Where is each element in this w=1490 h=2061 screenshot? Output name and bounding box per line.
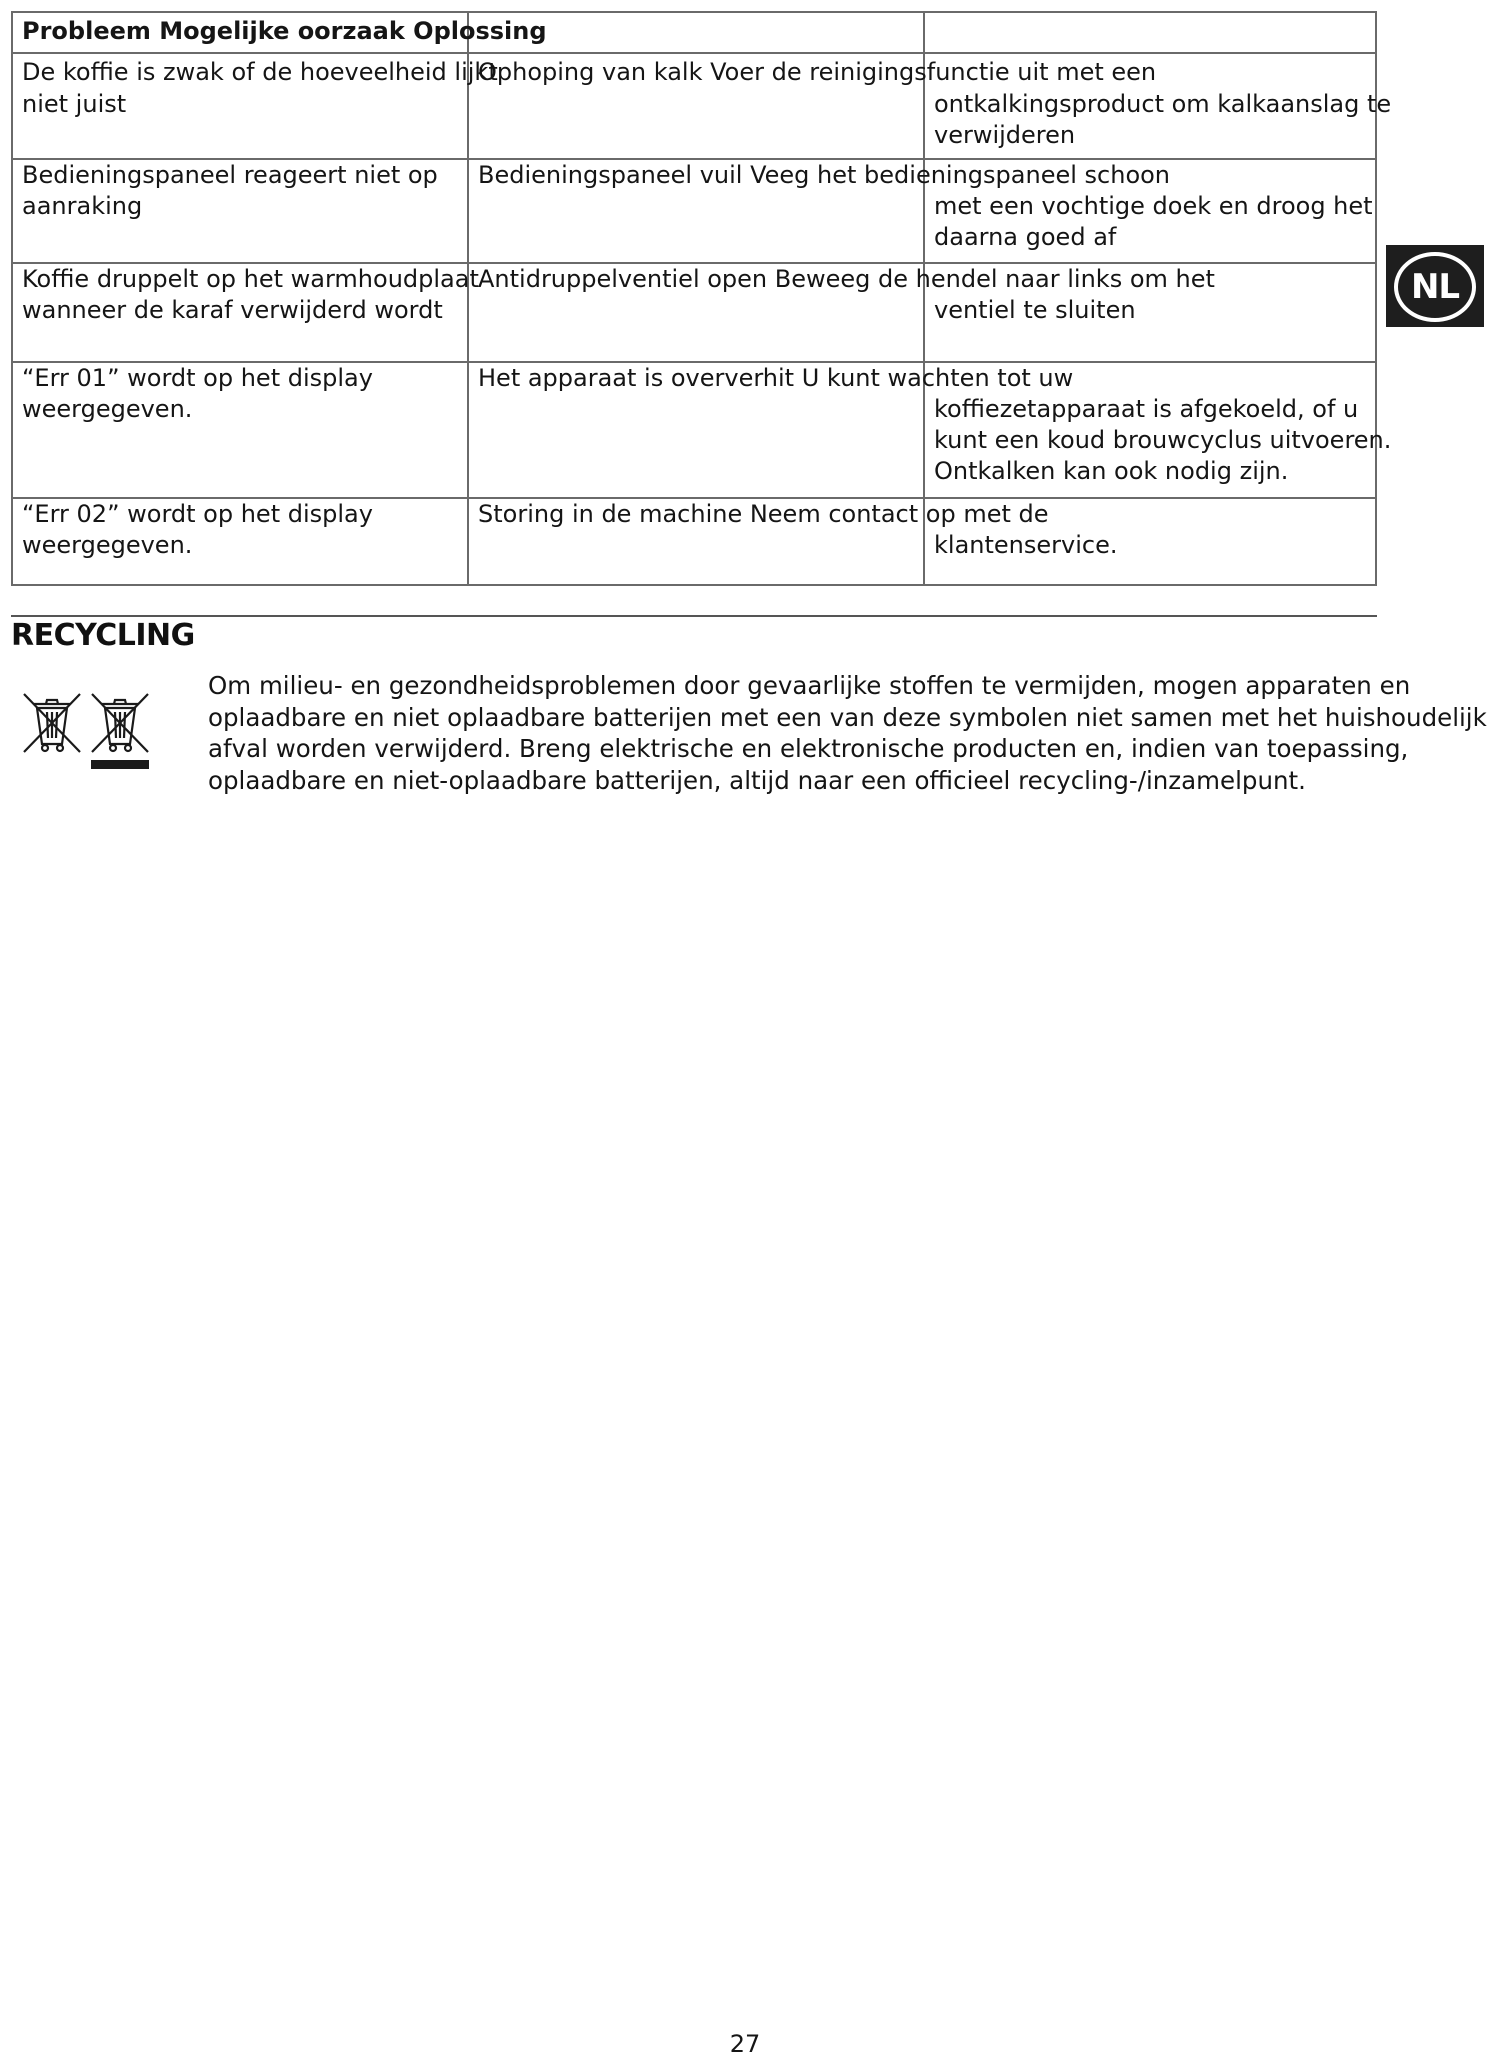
solution-line: ontkalkingsproduct om kalkaanslag te [934, 90, 1392, 118]
language-label: NL [1394, 252, 1476, 322]
problem-line: weergegeven. [22, 531, 193, 559]
recycling-text [208, 670, 1487, 796]
problem-line: “Err 01” wordt op het display [22, 364, 373, 392]
solution-line: verwijderen [934, 121, 1076, 149]
recycling-text-line: Om milieu- en gezondheidsproblemen door gevaarlijke stoffen te vermijden, mogen apparaten en [208, 671, 1411, 700]
problem-line: De koffie is zwak of de hoeveelheid lijkt [22, 58, 498, 86]
page-number: 27 [729, 2030, 761, 2058]
solution-line: daarna goed af [934, 223, 1117, 251]
recycling-title: RECYCLING [11, 618, 195, 653]
cause-solution-line: Antidruppelventiel open Beweeg de hendel naar links om het [478, 265, 1215, 293]
cause-solution-line: Ophoping van kalk Voer de reinigingsfunctie uit met een [478, 58, 1157, 86]
recycling-text-line: afval worden verwijderd. Breng elektrische en elektronische producten en, indien van toepassing, [208, 734, 1409, 763]
solution-line: kunt een koud brouwcyclus uitvoeren. [934, 426, 1392, 454]
problem-line: aanraking [22, 192, 143, 220]
problem-line: “Err 02” wordt op het display [22, 500, 373, 528]
recycling-text-line: oplaadbare en niet-oplaadbare batterijen, altijd naar een officieel recycling-/inzamelpunt. [208, 765, 1306, 795]
problem-line: Bedieningspaneel reageert niet op [22, 161, 438, 189]
problem-line: niet juist [22, 90, 127, 118]
recycling-text-line: oplaadbare en niet oplaadbare batterijen met een van deze symbolen niet samen met het huishoudelijk [208, 702, 1487, 732]
cause-solution-line: Het apparaat is oververhit U kunt wachten tot uw [478, 364, 1074, 392]
problem-line: weergegeven. [22, 395, 193, 423]
problem-line: Koffie druppelt op het warmhoudplaat [22, 265, 479, 293]
crossed-bin-icon [20, 690, 84, 756]
section-divider [11, 615, 1377, 617]
solution-line: Ontkalken kan ook nodig zijn. [934, 457, 1289, 485]
problem-line: wanneer de karaf verwijderd wordt [22, 296, 443, 324]
cause-solution-line: Storing in de machine Neem contact op met de [478, 500, 1049, 528]
crossed-bin-with-bar-icon [88, 690, 152, 770]
solution-line: koffiezetapparaat is afgekoeld, of u [934, 395, 1359, 423]
cause-solution-line: Bedieningspaneel vuil Veeg het bedieningspaneel schoon [478, 161, 1171, 189]
solution-line: klantenservice. [934, 531, 1118, 559]
table-header: Probleem Mogelijke oorzaak Oplossing [22, 17, 547, 45]
solution-line: met een vochtige doek en droog het [934, 192, 1373, 220]
language-tab [1386, 245, 1484, 327]
table-row-divider [13, 52, 1375, 54]
troubleshooting-table [11, 11, 1392, 586]
solution-line: ventiel te sluiten [934, 296, 1136, 324]
